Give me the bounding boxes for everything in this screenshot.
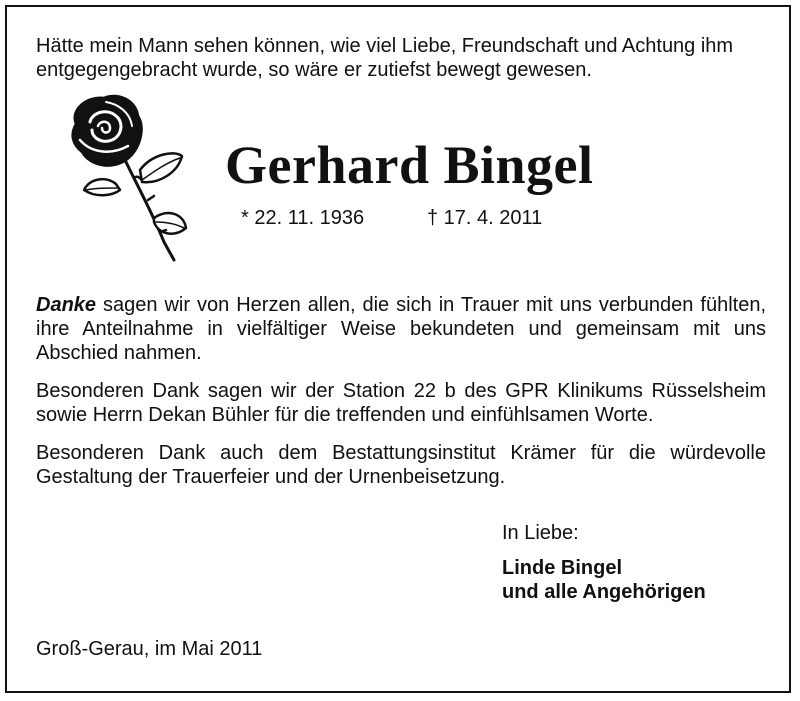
- signature-line-1: Linde Bingel: [502, 557, 622, 579]
- birth-date: * 22. 11. 1936: [241, 207, 365, 229]
- thanks-text: sagen wir von Herzen allen, die sich in Trauer mit uns verbunden fühlten, ihre Anteilnahme in vielfältiger Weise bekundeten und gemeinsam mit uns Abschied nahmen.: [36, 294, 766, 364]
- death-date: † 17. 4. 2011: [427, 207, 543, 229]
- thanks-word: Danke: [36, 294, 97, 316]
- funeral-paragraph: Besonderen Dank auch dem Bestattungsinstitut Krämer für die würdevolle Gestaltung der Trauerfeier und der Urnenbeisetzung.: [36, 442, 766, 488]
- station-paragraph: Besonderen Dank sagen wir der Station 22 b des GPR Klinikums Rüsselsheim sowie Herrn Dekan Bühler für die treffenden und einfühlsamen Worte.: [36, 380, 766, 426]
- signature-intro: In Liebe:: [502, 522, 579, 544]
- intro-quote: Hätte mein Mann sehen können, wie viel Liebe, Freundschaft und Achtung ihm entgegengebracht wurde, so wäre er zutiefst bewegt gewesen.: [36, 35, 734, 81]
- thanks-paragraph: [36, 293, 766, 365]
- signature-names: [502, 556, 706, 604]
- signature-line-2: und alle Angehörigen: [502, 581, 706, 603]
- place-date: Groß-Gerau, im Mai 2011: [36, 638, 263, 660]
- rose-icon: [56, 92, 196, 262]
- deceased-name: Gerhard Bingel: [225, 135, 594, 195]
